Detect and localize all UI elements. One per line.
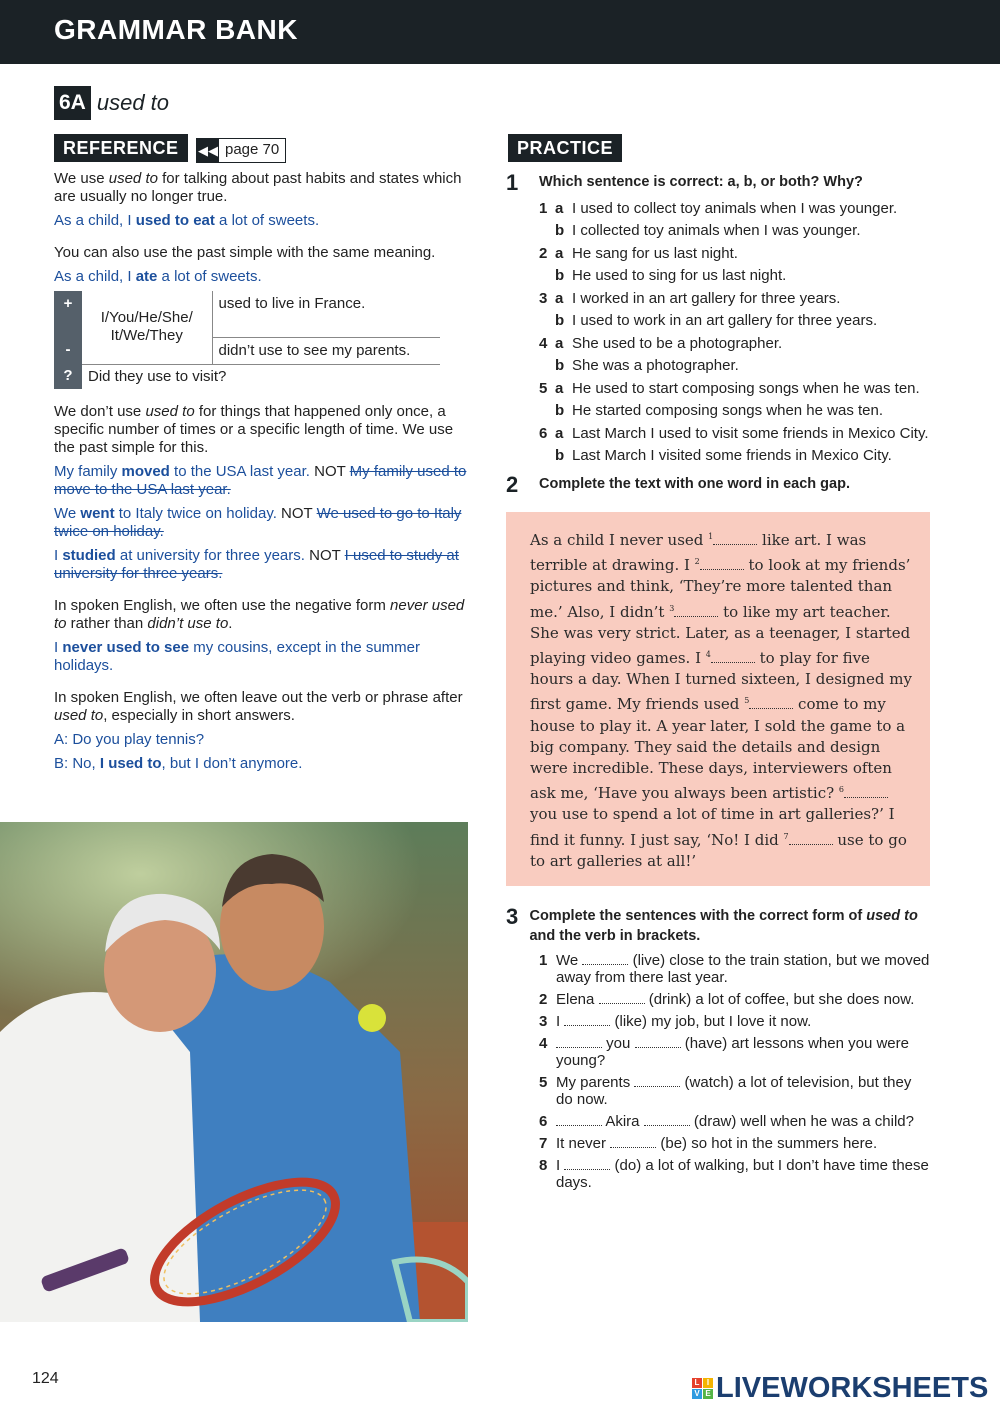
exercise-1-item [539,335,930,374]
page-link-text: page 70 [225,141,280,158]
reference-paragraph: You can also use the past simple with the same meaning. [54,244,436,261]
reference-paragraph: We don’t use used to for things that happened only once, a specific number of times or a specific length of time. We use the past simple for this. [54,402,454,456]
exercise-instruction: Complete the sentences with the correct form of used to and the verb in brackets. [529,908,918,945]
gap-2[interactable] [700,558,744,570]
option-a[interactable]: 1 a I used to collect toy animals when I was younger. [539,200,898,217]
practice-label: PRACTICE [508,134,622,162]
exercise-1-item [539,380,930,419]
reference-paragraph: In spoken English, we often use the negative form never used to rather than didn’t use to. [54,596,465,632]
tennis-photo [0,822,468,1322]
gap-1[interactable] [713,533,757,545]
exercise-1-items [539,200,930,464]
exercise-2-header [506,474,930,496]
gap-7[interactable] [789,833,833,845]
exercise-instruction: Which sentence is correct: a, b, or both? Why? [539,174,863,190]
example-sentence: We went to Italy twice on holiday. NOT We used to go to Italy twice on holiday. [54,504,462,540]
page-link[interactable] [196,138,286,163]
option-a[interactable]: 2 a He sang for us last night. [539,245,738,262]
option-a[interactable]: 3 a I worked in an art gallery for three years. [539,290,841,307]
example-sentence: As a child, I used to eat a lot of sweets. [54,212,320,229]
answer-blank[interactable] [556,1036,602,1048]
list-item: 3 I (like) my job, but I love it now. [539,1013,812,1031]
exercise-1-item [539,425,930,464]
list-item: 4 you (have) art lessons when you were young? [539,1035,909,1070]
list-item: 5 My parents (watch) a lot of television, but they do now. [539,1074,912,1109]
answer-blank[interactable] [564,1014,610,1026]
page-header [0,0,1000,64]
option-a[interactable]: 5 a He used to start composing songs when he was ten. [539,380,920,397]
positive-cell: used to live in France. [212,291,440,337]
question-sign: ? [54,364,82,389]
reference-section [54,170,470,779]
example-sentence: I studied at university for three years. NOT I used to study at university for three years. [54,546,459,582]
gap-5[interactable] [749,697,793,709]
reference-label: REFERENCE [54,134,188,162]
option-b[interactable]: b He started composing songs when he was ten. [555,402,884,419]
answer-blank[interactable] [644,1114,690,1126]
answer-blank[interactable] [599,992,645,1004]
option-a[interactable]: 4 a She used to be a photographer. [539,335,783,352]
reference-paragraph: In spoken English, we often leave out the verb or phrase after used to, especially in short answers. [54,688,463,724]
unit-heading [54,86,169,120]
positive-sign: + [54,291,82,337]
practice-section [506,134,930,1196]
page-number: 124 [32,1370,59,1387]
page-title: GRAMMAR BANK [54,14,298,45]
form-table [54,291,440,389]
logo-text: LIVEWORKSHEETS [716,1372,989,1404]
answer-blank[interactable] [582,953,628,965]
exercise-1-item [539,290,930,329]
option-b[interactable]: b I collected toy animals when I was younger. [555,222,861,239]
exercise-3-header [506,906,930,946]
example-sentence: B: No, I used to, but I don’t anymore. [54,754,303,772]
list-item: 7 It never (be) so hot in the summers here. [539,1135,878,1153]
unit-code: 6A [54,86,91,120]
option-b[interactable]: b He used to sing for us last night. [555,267,787,284]
gap-4[interactable] [711,651,755,663]
gap-3[interactable] [674,605,718,617]
reference-paragraph: We use used to for talking about past habits and states which are usually no longer true. [54,170,462,205]
option-a[interactable]: 6 a Last March I used to visit some friends in Mexico City. [539,425,929,442]
answer-blank[interactable] [634,1075,680,1087]
example-sentence: As a child, I ate a lot of sweets. [54,268,262,285]
answer-blank[interactable] [635,1036,681,1048]
exercise-1-item [539,200,930,239]
option-b[interactable]: b She was a photographer. [555,357,739,374]
example-sentence: My family moved to the USA last year. NOT My family used to move to the USA last year. [54,462,467,498]
logo-mark-icon: L I V E [692,1378,713,1399]
list-item: 8 I (do) a lot of walking, but I don’t have time these days. [539,1157,929,1192]
unit-title: used to [96,90,170,115]
option-b[interactable]: b Last March I visited some friends in Mexico City. [555,447,892,464]
exercise-instruction: Complete the text with one word in each gap. [539,476,850,492]
negative-cell: didn’t use to see my parents. [212,337,440,364]
exercise-1-item [539,245,930,284]
list-item: 1 We (live) close to the train station, but we moved away from there last year. [539,952,930,987]
example-sentence: A: Do you play tennis? [54,730,205,748]
list-item: 6 Akira (draw) well when he was a child? [539,1113,914,1131]
rewind-icon: ◀◀ [197,139,219,162]
subject-cell: I/You/He/She/ It/We/They [82,291,212,364]
answer-blank[interactable] [564,1158,610,1170]
exercise-number: 2 [506,472,519,497]
list-item: 2 Elena (drink) a lot of coffee, but she does now. [539,991,915,1009]
exercise-number: 1 [506,170,519,195]
negative-sign: - [54,337,82,364]
option-b[interactable]: b I used to work in an art gallery for three years. [555,312,878,329]
liveworksheets-logo[interactable] [692,1372,988,1405]
answer-blank[interactable] [556,1114,602,1126]
exercise-1-header [506,172,930,194]
example-sentence: I never used to see my cousins, except in the summer holidays. [54,638,420,674]
gap-fill-text: As a child I never used $^1$ like art. I was terrible at drawing. I $^2$ to look at my friends’ pictures and think, ‘They’re more talented than me.’ Also, I didn’t $^3$ to like my art teacher. She was very strict. Later, as a teenager, I started playing video games. I $^4$ to play for five hours a day. When I turned sixteen, I designed my first game. My friends used $^5$ come to my house to play it. A year later, I sold the game to a big company. They said the details and design were incredible. These days, interviewers often ask me, ‘Have you always been artistic? $^6$ you use to spend a lot of time in art galleries?’ I find it funny. I just say, ‘No! I did $^7$ use to go to art galleries at all!’ [506,512,930,886]
answer-blank[interactable] [610,1136,656,1148]
tennis-players-illustration [0,822,468,1322]
gap-6[interactable] [844,786,888,798]
exercise-3-items [539,952,930,1191]
question-cell: Did they use to visit? [88,367,227,385]
exercise-number: 3 [506,904,519,930]
